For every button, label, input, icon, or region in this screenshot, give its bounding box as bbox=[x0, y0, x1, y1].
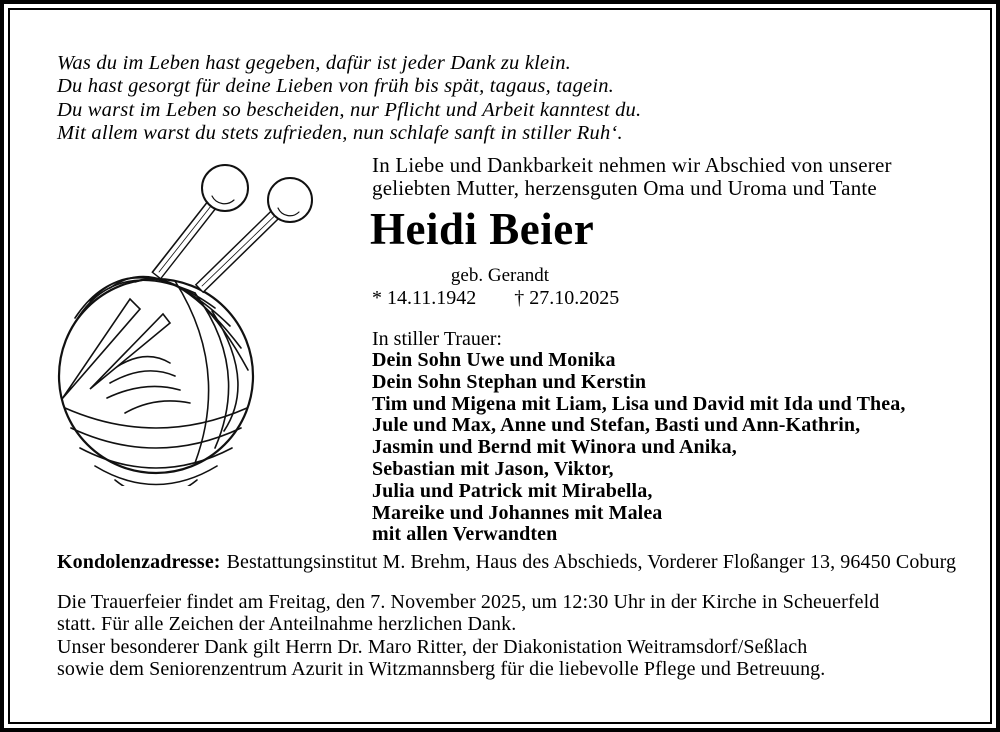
mourner-line: Jasmin und Bernd mit Winora und Anika, bbox=[372, 436, 737, 459]
mourning-heading: In stiller Trauer: bbox=[372, 328, 502, 350]
mourner-line: Jule und Max, Anne und Stefan, Basti und Ann-Kathrin, bbox=[372, 414, 861, 437]
mourner-line: Mareike und Johannes mit Malea bbox=[372, 501, 663, 524]
mourner-line: mit allen Verwandten bbox=[372, 523, 558, 546]
mourners-list bbox=[372, 350, 905, 546]
poem bbox=[57, 52, 641, 145]
closing-line: sowie dem Seniorenzentrum Azurit in Witzmannsberg für die liebevolle Pflege und Betreuung. bbox=[57, 657, 826, 680]
farewell-intro-line: geliebten Mutter, herzensguten Oma und Uroma und Tante bbox=[372, 176, 877, 200]
closing-line: Unser besonderer Dank gilt Herrn Dr. Maro Ritter, der Diakonistation Weitramsdorf/Seßlach bbox=[57, 635, 808, 658]
mourner-line: Dein Sohn Uwe und Monika bbox=[372, 349, 616, 371]
farewell-intro-line: In Liebe und Dankbarkeit nehmen wir Abschied von unserer bbox=[372, 153, 892, 177]
poem-line: Was du im Leben hast gegeben, dafür ist jeder Dank zu klein. bbox=[57, 52, 571, 74]
closing-text bbox=[57, 591, 879, 680]
yarn-ball-knitting-needles-icon bbox=[52, 156, 320, 486]
condolence-address bbox=[57, 551, 956, 574]
farewell-intro bbox=[372, 154, 892, 200]
closing-line: Die Trauerfeier findet am Freitag, den 7. November 2025, um 12:30 Uhr in der Kirche in Scheuerfeld bbox=[57, 591, 880, 613]
closing-line: statt. Für alle Zeichen der Anteilnahme herzlichen Dank. bbox=[57, 613, 517, 636]
birth-date: * 14.11.1942 bbox=[372, 287, 477, 309]
condolence-label: Kondolenzadresse: bbox=[57, 551, 221, 573]
poem-line: Du hast gesorgt für deine Lieben von früh bis spät, tagaus, tagein. bbox=[57, 75, 615, 98]
mourner-line: Dein Sohn Stephan und Kerstin bbox=[372, 370, 647, 393]
death-date: † 27.10.2025 bbox=[514, 287, 620, 309]
deceased-name: Heidi Beier bbox=[370, 204, 595, 254]
yarn-ball bbox=[59, 279, 253, 473]
mourner-line: Julia und Patrick mit Mirabella, bbox=[372, 479, 653, 502]
poem-line: Mit allem warst du stets zufrieden, nun schlafe sanft in stiller Ruh‘. bbox=[57, 121, 623, 144]
mourner-line: Tim und Migena mit Liam, Lisa und David mit Ida und Thea, bbox=[372, 392, 906, 415]
maiden-name: geb. Gerandt bbox=[450, 265, 550, 286]
poem-line: Du warst im Leben so bescheiden, nur Pflicht und Arbeit kanntest du. bbox=[57, 98, 642, 121]
condolence-text: Bestattungsinstitut M. Brehm, Haus des Abschieds, Vorderer Floßanger 13, 96450 Coburg bbox=[226, 551, 957, 573]
life-dates bbox=[372, 287, 619, 310]
mourner-line: Sebastian mit Jason, Viktor, bbox=[372, 457, 614, 480]
